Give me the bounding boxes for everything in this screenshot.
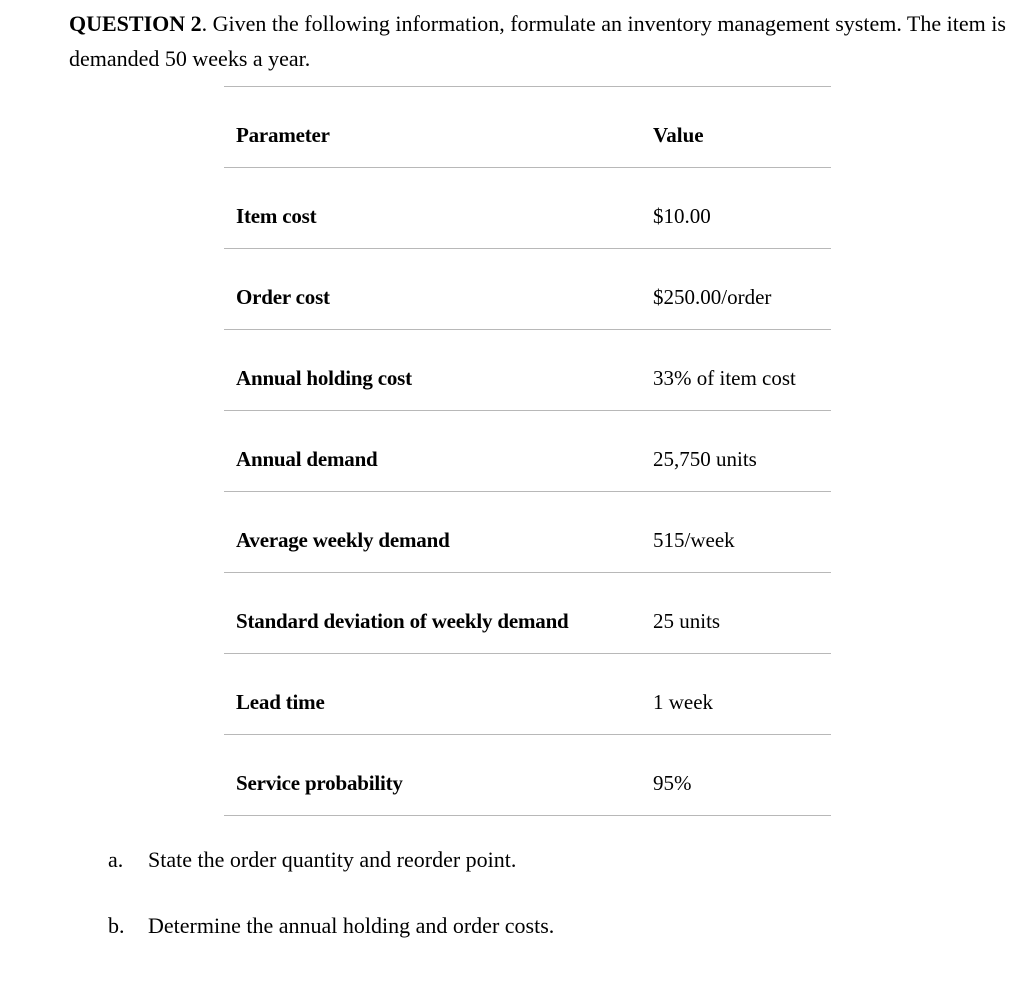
table-row xyxy=(224,653,831,734)
parameter-table xyxy=(224,86,831,816)
row-value: $10.00 xyxy=(653,204,711,228)
table-row xyxy=(224,491,831,572)
row-parameter: Service probability xyxy=(236,771,403,795)
row-parameter: Annual holding cost xyxy=(236,366,412,390)
row-parameter: Lead time xyxy=(236,690,325,714)
question-prompt xyxy=(69,6,1014,76)
row-value: 33% of item cost xyxy=(653,366,796,390)
sub-question-b xyxy=(0,908,1024,944)
list-marker: b. xyxy=(108,913,125,938)
row-value: 25,750 units xyxy=(653,447,757,471)
sub-question-text: Determine the annual holding and order costs. xyxy=(148,913,555,938)
question-label: QUESTION 2 xyxy=(69,11,202,36)
table-row xyxy=(224,410,831,491)
row-parameter: Average weekly demand xyxy=(236,528,450,552)
row-value: 25 units xyxy=(653,609,721,633)
row-parameter: Standard deviation of weekly demand xyxy=(236,609,569,633)
row-parameter: Item cost xyxy=(236,204,317,228)
table-row xyxy=(224,572,831,653)
row-parameter: Order cost xyxy=(236,285,330,309)
table-row xyxy=(224,329,831,410)
row-value: 95% xyxy=(653,771,692,795)
row-value: 515/week xyxy=(653,528,735,552)
row-value: 1 week xyxy=(653,690,714,714)
list-marker: a. xyxy=(108,847,124,872)
header-parameter: Parameter xyxy=(236,123,330,147)
table-row xyxy=(224,734,831,816)
header-value: Value xyxy=(653,123,704,147)
table-row xyxy=(224,248,831,329)
table-header-row xyxy=(224,86,831,167)
row-parameter: Annual demand xyxy=(236,447,378,471)
sub-question-text: State the order quantity and reorder point. xyxy=(148,847,517,872)
question-text: . Given the following information, formulate an inventory management system. The item is demanded 50 weeks a year. xyxy=(69,11,1006,71)
table-row xyxy=(224,167,831,248)
row-value: $250.00/order xyxy=(653,285,772,309)
sub-question-a xyxy=(0,842,1024,878)
